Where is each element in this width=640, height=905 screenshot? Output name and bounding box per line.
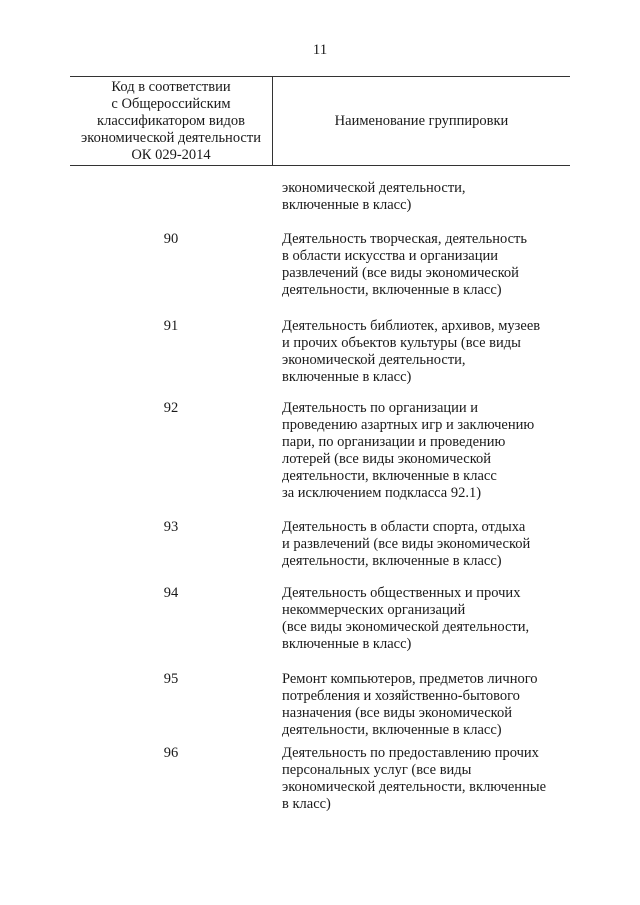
code-header-line: классификатором видов — [97, 112, 245, 129]
row-name-line: Деятельность в области спорта, отдыха — [282, 519, 526, 535]
row-name-line: деятельности, включенные в класс) — [282, 553, 502, 569]
row-name — [282, 519, 572, 570]
row-name-line: в класс) — [282, 796, 331, 812]
row-name-line: Деятельность творческая, деятельность — [282, 231, 527, 247]
row-code: 96 — [163, 745, 179, 761]
row-name-line: включенные в класс) — [282, 197, 412, 213]
table-header — [70, 76, 570, 166]
row-name-line: персональных услуг (все виды — [282, 762, 472, 778]
row-name — [282, 400, 572, 502]
row-name-line: включенные в класс) — [282, 636, 412, 652]
row-name — [282, 180, 572, 214]
code-header-line: с Общероссийским — [111, 95, 231, 112]
row-name-line: в области искусства и организации — [282, 248, 499, 264]
row-name-line: за исключением подкласса 92.1) — [282, 485, 482, 501]
code-header-line: ОК 029-2014 — [131, 146, 211, 163]
row-name-line: (все виды экономической деятельности, — [282, 619, 530, 635]
row-name-line: пари, по организации и проведению — [282, 434, 506, 450]
row-name-line: Деятельность общественных и прочих — [282, 585, 521, 601]
row-code: 94 — [163, 585, 179, 601]
row-name-line: проведению азартных игр и заключению — [282, 417, 535, 433]
row-code: 95 — [163, 671, 179, 687]
row-name-line: назначения (все виды экономической — [282, 705, 512, 721]
row-name-line: и развлечений (все виды экономической — [282, 536, 531, 552]
row-name-line: экономической деятельности, — [282, 352, 466, 368]
row-name — [282, 585, 572, 653]
row-name-line: деятельности, включенные в класс) — [282, 722, 502, 738]
code-header-line: Код в соответствии — [111, 78, 231, 95]
row-name-line: Деятельность по организации и — [282, 400, 479, 416]
row-code: 90 — [163, 231, 179, 247]
row-name-line: Ремонт компьютеров, предметов личного — [282, 671, 538, 687]
code-column-header — [70, 77, 273, 165]
row-name-line: деятельности, включенные в класс) — [282, 282, 502, 298]
row-name-line: Деятельность по предоставлению прочих — [282, 745, 539, 761]
name-column-header: Наименование группировки — [334, 112, 509, 129]
row-name — [282, 745, 572, 813]
row-name-line: деятельности, включенные в класс — [282, 468, 497, 484]
row-name-line: некоммерческих организаций — [282, 602, 466, 618]
row-name-line: экономической деятельности, — [282, 180, 466, 196]
page-number: 11 — [312, 42, 328, 58]
row-name-line: потребления и хозяйственно-бытового — [282, 688, 520, 704]
row-name-line: развлечений (все виды экономической — [282, 265, 519, 281]
row-name — [282, 671, 572, 739]
row-code: 91 — [163, 318, 179, 334]
row-code: 92 — [163, 400, 179, 416]
row-name-line: включенные в класс) — [282, 369, 412, 385]
row-name-line: лотерей (все виды экономической — [282, 451, 492, 467]
row-name — [282, 318, 572, 386]
row-name — [282, 231, 572, 299]
row-code: 93 — [163, 519, 179, 535]
row-name-line: Деятельность библиотек, архивов, музеев — [282, 318, 541, 334]
row-name-line: и прочих объектов культуры (все виды — [282, 335, 521, 351]
row-name-line: экономической деятельности, включенные — [282, 779, 547, 795]
code-header-line: экономической деятельности — [81, 129, 261, 146]
